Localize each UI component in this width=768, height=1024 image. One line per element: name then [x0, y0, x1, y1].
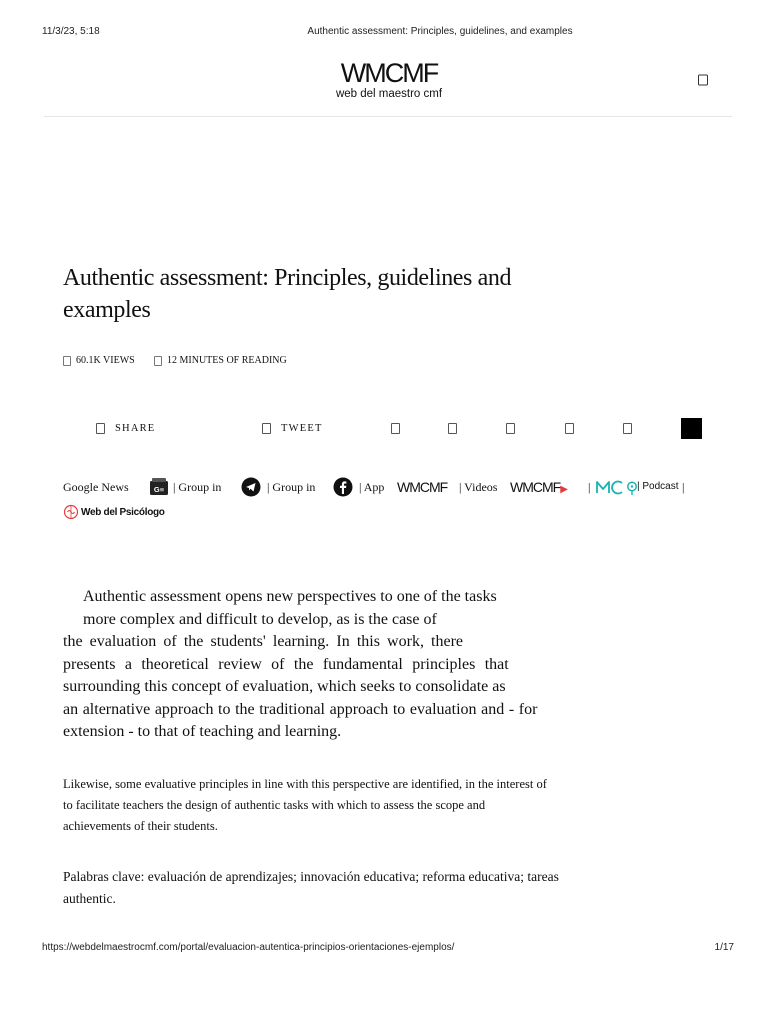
- linkedin-icon[interactable]: [448, 423, 457, 434]
- reading-time: 12 MINUTES OF READING: [167, 355, 287, 366]
- brain-icon: [63, 504, 79, 520]
- google-news-icon[interactable]: [149, 477, 169, 497]
- google-news-link[interactable]: Google News: [63, 480, 129, 494]
- pinterest-icon[interactable]: [506, 423, 515, 434]
- lead-line: extension - to that of teaching and learning.: [63, 723, 342, 740]
- wmcmf-small-logo[interactable]: WMCMF: [397, 479, 448, 495]
- print-icon[interactable]: [623, 423, 632, 434]
- lead-line: surrounding this concept of evaluation, which seeks to consolidate as: [63, 678, 506, 695]
- app-link[interactable]: | App: [359, 480, 385, 494]
- print-page-number: 1/17: [714, 942, 734, 953]
- lead-line: more complex and difficult to develop, as is the case of: [83, 611, 437, 628]
- psicologo-link[interactable]: [63, 503, 165, 521]
- more-share-icon[interactable]: [681, 418, 702, 439]
- logo-tagline: web del maestro cmf: [335, 88, 443, 100]
- videos-link[interactable]: | Videos: [459, 480, 498, 494]
- facebook-icon: [96, 423, 105, 434]
- tweet-button[interactable]: [262, 423, 323, 434]
- views-count: 60.1K VIEWS: [76, 355, 135, 366]
- psicologo-label: Web del Psicólogo: [81, 506, 165, 518]
- telegram-icon[interactable]: [241, 477, 261, 497]
- share-button[interactable]: [96, 423, 155, 434]
- mc-podcast-logo[interactable]: [595, 478, 639, 496]
- play-icon: ▶: [560, 484, 568, 495]
- clock-icon: [154, 356, 162, 366]
- print-title: Authentic assessment: Principles, guidelines, and examples: [307, 26, 573, 37]
- share-bar: [0, 418, 768, 440]
- reading-time-meta: [154, 355, 287, 366]
- logo-wordmark: WMCMF: [340, 58, 438, 88]
- svg-text:G≡: G≡: [153, 485, 165, 494]
- share-label: SHARE: [115, 423, 156, 434]
- group-in-link-1[interactable]: | Group in: [173, 480, 222, 494]
- follow-links-row: [63, 476, 723, 498]
- twitter-icon: [262, 423, 271, 434]
- title-line-1: Authentic assessment: Principles, guidelines and: [63, 265, 512, 291]
- group-in-link-2[interactable]: | Group in: [267, 480, 316, 494]
- eye-icon: [63, 356, 71, 366]
- lead-line: the evaluation of the students' learning. In this work, there: [63, 633, 464, 650]
- lead-line: an alternative approach to the traditional approach to evaluation and - for: [63, 701, 538, 718]
- separator: |: [682, 480, 685, 494]
- separator: |: [588, 480, 591, 494]
- text-line: achievements of their students.: [63, 819, 218, 833]
- lead-line: Authentic assessment opens new perspectives to one of the tasks: [83, 588, 497, 605]
- search-icon[interactable]: [697, 74, 709, 86]
- site-logo[interactable]: [0, 60, 768, 100]
- text-line: Palabras clave: evaluación de aprendizajes; innovación educativa; reforma educativa; tareas: [63, 869, 559, 884]
- whatsapp-icon[interactable]: [391, 423, 400, 434]
- wmcmf-play-logo[interactable]: WMCMF▶: [510, 479, 568, 495]
- print-date: 11/3/23, 5:18: [42, 26, 100, 37]
- views-meta: [63, 355, 135, 366]
- article-title: [63, 262, 543, 326]
- title-line-2: examples: [63, 297, 151, 323]
- tweet-label: TWEET: [281, 423, 323, 434]
- lead-line: presents a theoretical review of the fundamental principles that: [63, 656, 509, 673]
- header-divider: [44, 116, 732, 117]
- text-line: Likewise, some evaluative principles in line with this perspective are identified, in the interest of: [63, 777, 547, 791]
- print-url: https://webdelmaestrocmf.com/portal/evaluacion-autentica-principios-orientaciones-ejemplos/: [42, 942, 455, 953]
- email-icon[interactable]: [565, 423, 574, 434]
- facebook-icon[interactable]: [333, 477, 353, 497]
- text-line: authentic.: [63, 891, 116, 906]
- text-line: to facilitate teachers the design of authentic tasks with which to assess the scope and: [63, 798, 486, 812]
- podcast-link[interactable]: | Podcast: [637, 481, 679, 492]
